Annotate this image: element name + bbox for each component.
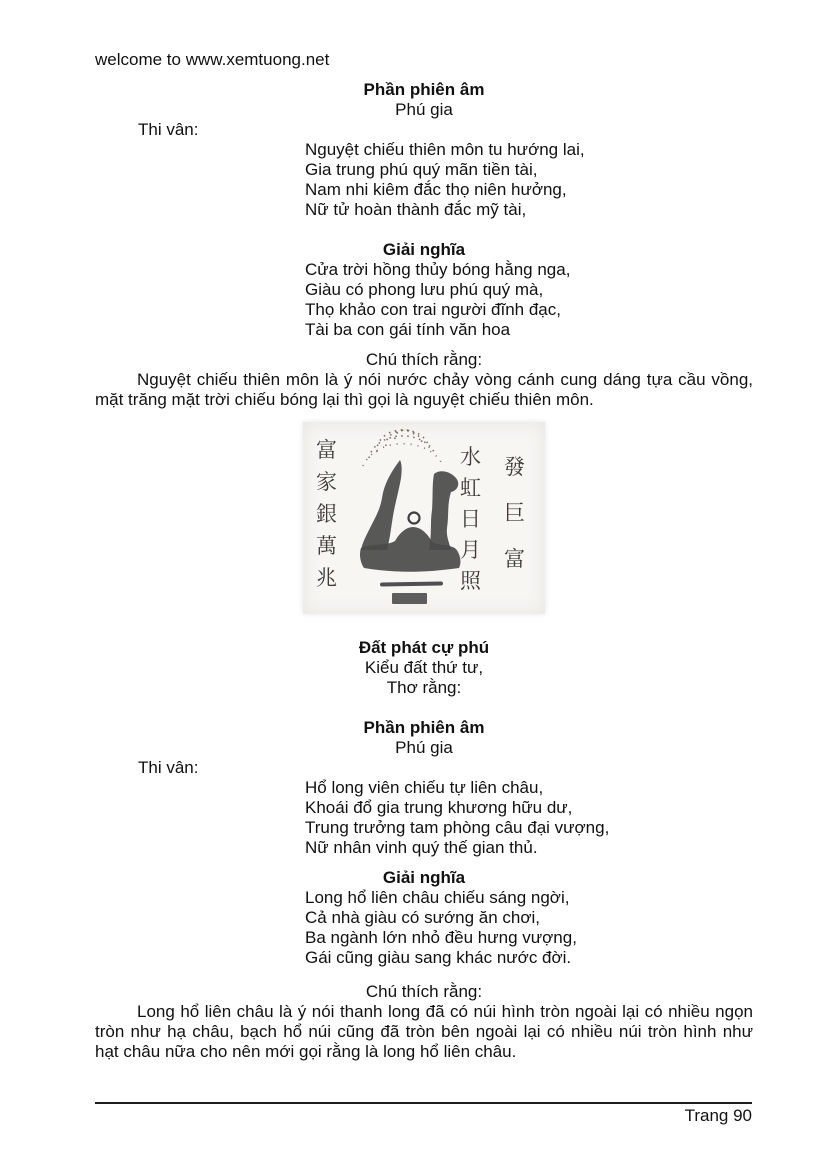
section2-giai-nghia-poem [305,888,753,968]
section1-poem [305,140,753,220]
section1-phien-am-title: Phần phiên âm [363,80,485,99]
pearl-circle-icon [409,513,420,524]
section2-chu-thich-text: Long hổ liên châu là ý nói thanh long đã có núi hình tròn ngoài lại có nhiều ngọn tròn như hạ châu, bạch hổ núi cũng đã tròn bên ngoài lại có nhiều núi tròn hình như hạt châu nữa cho nên mới gọi rằng là long hổ liên châu. [95,1002,753,1061]
section2-subtitle2: Thơ rằng: [386,678,462,697]
page-footer [95,1102,752,1126]
section2-chu-thich-label: Chú thích rằng: [365,982,483,1001]
poem-line: Long hổ liên châu chiếu sáng ngời, [305,888,570,907]
geomancy-figure [303,422,545,614]
poem-line: Nguyệt chiếu thiên môn tu hướng lai, [305,140,585,159]
poem-line: Hổ long viên chiếu tự liên châu, [305,778,544,797]
section1-giai-nghia-poem [305,260,753,340]
poem-line: Giàu có phong lưu phú quý mà, [305,280,544,299]
page-number: Trang 90 [684,1106,752,1125]
section1-phien-am-subtitle: Phú gia [395,100,453,119]
calligraphy-column-right-inner: 水虹日月照 [460,445,482,593]
calligraphy-column-left: 富家銀萬兆 [316,438,338,590]
thick-bar-icon [392,593,427,604]
section2-phien-am-subtitle: Phú gia [395,738,453,757]
poem-line: Trung trưởng tam phòng câu đại vượng, [305,818,610,837]
poem-line: Khoái đổ gia trung khương hữu dư, [305,798,573,817]
poem-line: Cả nhà giàu có sướng ăn chơi, [305,908,540,927]
section1-giai-nghia-title: Giải nghĩa [382,240,466,259]
section2-thi-van-label: Thi vân: [138,758,199,777]
dotted-arcs-icon [363,430,441,466]
section1-chu-thich-label: Chú thích rằng: [365,350,483,369]
poem-line: Cửa trời hồng thủy bóng hằng nga, [305,260,571,279]
section1-thi-van-label: Thi vân: [138,120,199,139]
site-header: welcome to www.xemtuong.net [95,50,330,69]
section2-phien-am-title: Phần phiên âm [363,718,485,737]
calligraphy-column-right-outer: 發巨富 [504,455,526,571]
poem-line: Nữ nhân vinh quý thế gian thủ. [305,838,538,857]
poem-line: Tài ba con gái tính văn hoa [305,320,511,339]
section2-poem [305,778,753,858]
section2-subtitle1: Kiểu đất thứ tư, [364,658,484,677]
poem-line: Thọ khảo con trai người đĩnh đạc, [305,300,561,319]
section2-giai-nghia-title: Giải nghĩa [382,868,466,887]
thin-bar-icon [380,581,443,586]
poem-line: Nữ tử hoàn thành đắc mỹ tài, [305,200,527,219]
section1-chu-thich-text: Nguyệt chiếu thiên môn là ý nói nước chảy vòng cánh cung dáng tựa cầu vồng, mặt trăng mặt trời chiếu bóng lại thì gọi là nguyệt chiếu thiên môn. [95,370,753,409]
poem-line: Nam nhi kiêm đắc thọ niên hưởng, [305,180,567,199]
section2-title: Đất phát cự phú [358,638,490,657]
poem-line: Ba ngành lớn nhỏ đều hưng vượng, [305,928,577,947]
poem-line: Gái cũng giàu sang khác nước đời. [305,948,572,967]
poem-line: Gia trung phú quý mãn tiền tài, [305,160,538,179]
